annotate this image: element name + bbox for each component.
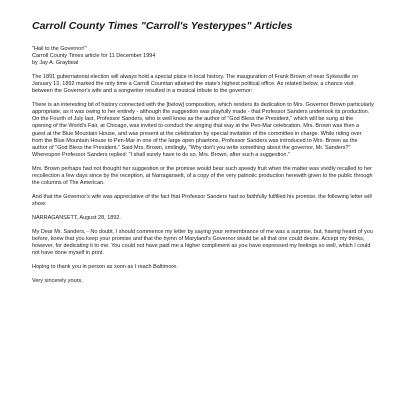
article-author: by Jay A. Graybeal [32, 60, 79, 67]
letter-dateline: NARRAGANSETT, August 28, 1892. [32, 214, 121, 221]
paragraph: Mrs. Brown perhaps had not thought her suggestion or the promise would bear such speedy fruit when the matter was vividly recalled to her recollection a few days since by the reception, at Narragansett, of a copy of the very patriotic production herewith given to the public through the columns of The American. [32, 165, 373, 186]
paragraph: There is an interesting bit of history connected with the [below] composition, which renders its dedication to Mrs. Governor Brown particularly appropriate, as it was owing to her entirely - although the suggestion was playfully made - that Professor Sanders undertook its production. On the Fourth of July last, Professor Sanders, who is well know as the author of "God Bless the President," which will be sung at the opening of the World's Fair, at Chicago, was invited to conduct the singing that way at the Pen-Mar celebration. Mrs. Brown was then a guest at the Blue Mountain House, and was present at the celebration by special invitation of the committee in charge. While riding over from the Blue Mountain House to Pen-Mar in one of the large open phaetons, Professor Sanders was introduced to Mrs. Brown as the author of "God Bless the President." Said Mrs. Brown, smilingly, "Why don't you write something about the governor, Mr. Sanders?" Whereupon Professor Sanders replied: "I shall surely have to do so, Mrs. Brown, after such a suggestion." [32, 102, 374, 158]
letter-closing-line: Hoping to thank you in person as soon as I reach Baltimore. [32, 263, 178, 270]
article-byline [32, 46, 374, 67]
paragraph: And that the Governor's wife was appreciative of the fact that Professor Sanders had so faithfully fulfilled his promise, the following letter will show: [32, 193, 372, 207]
document-title: Carroll County Times "Carroll's Yesterypes" Articles [32, 20, 293, 32]
letter-signoff: Very sincerely yours, [32, 277, 83, 284]
document-body [32, 46, 374, 285]
article-source: Carroll County Times article for 11 December 1994 [32, 53, 156, 60]
paragraph: The 1891 gubernatorial election will always hold a special place in local history. The inauguration of Frank Brown of near Sykesville on January 13, 1892 marked the only time a Carroll Countian attained the state's highest political office. As related below, a chance visit between the Governor's wife and a songwriter resulted in a musical tribute to the governor: [32, 74, 359, 95]
letter-body: My Dear Mr. Sanders, - No doubt, I should commence my letter by saying your remembrance of me was a surprise, but, having heard of you before, knew that you keep your promise and that the hymn of Maryland's Governor would be all that one could desire. Accept my thinks, however, for dedicating it to me. You could not have paid me a higher compliment as you have expressed my feelings so well, which I could not have done myself in print. [32, 228, 373, 256]
article-headline: "Hail to the Governor!" [32, 46, 87, 52]
